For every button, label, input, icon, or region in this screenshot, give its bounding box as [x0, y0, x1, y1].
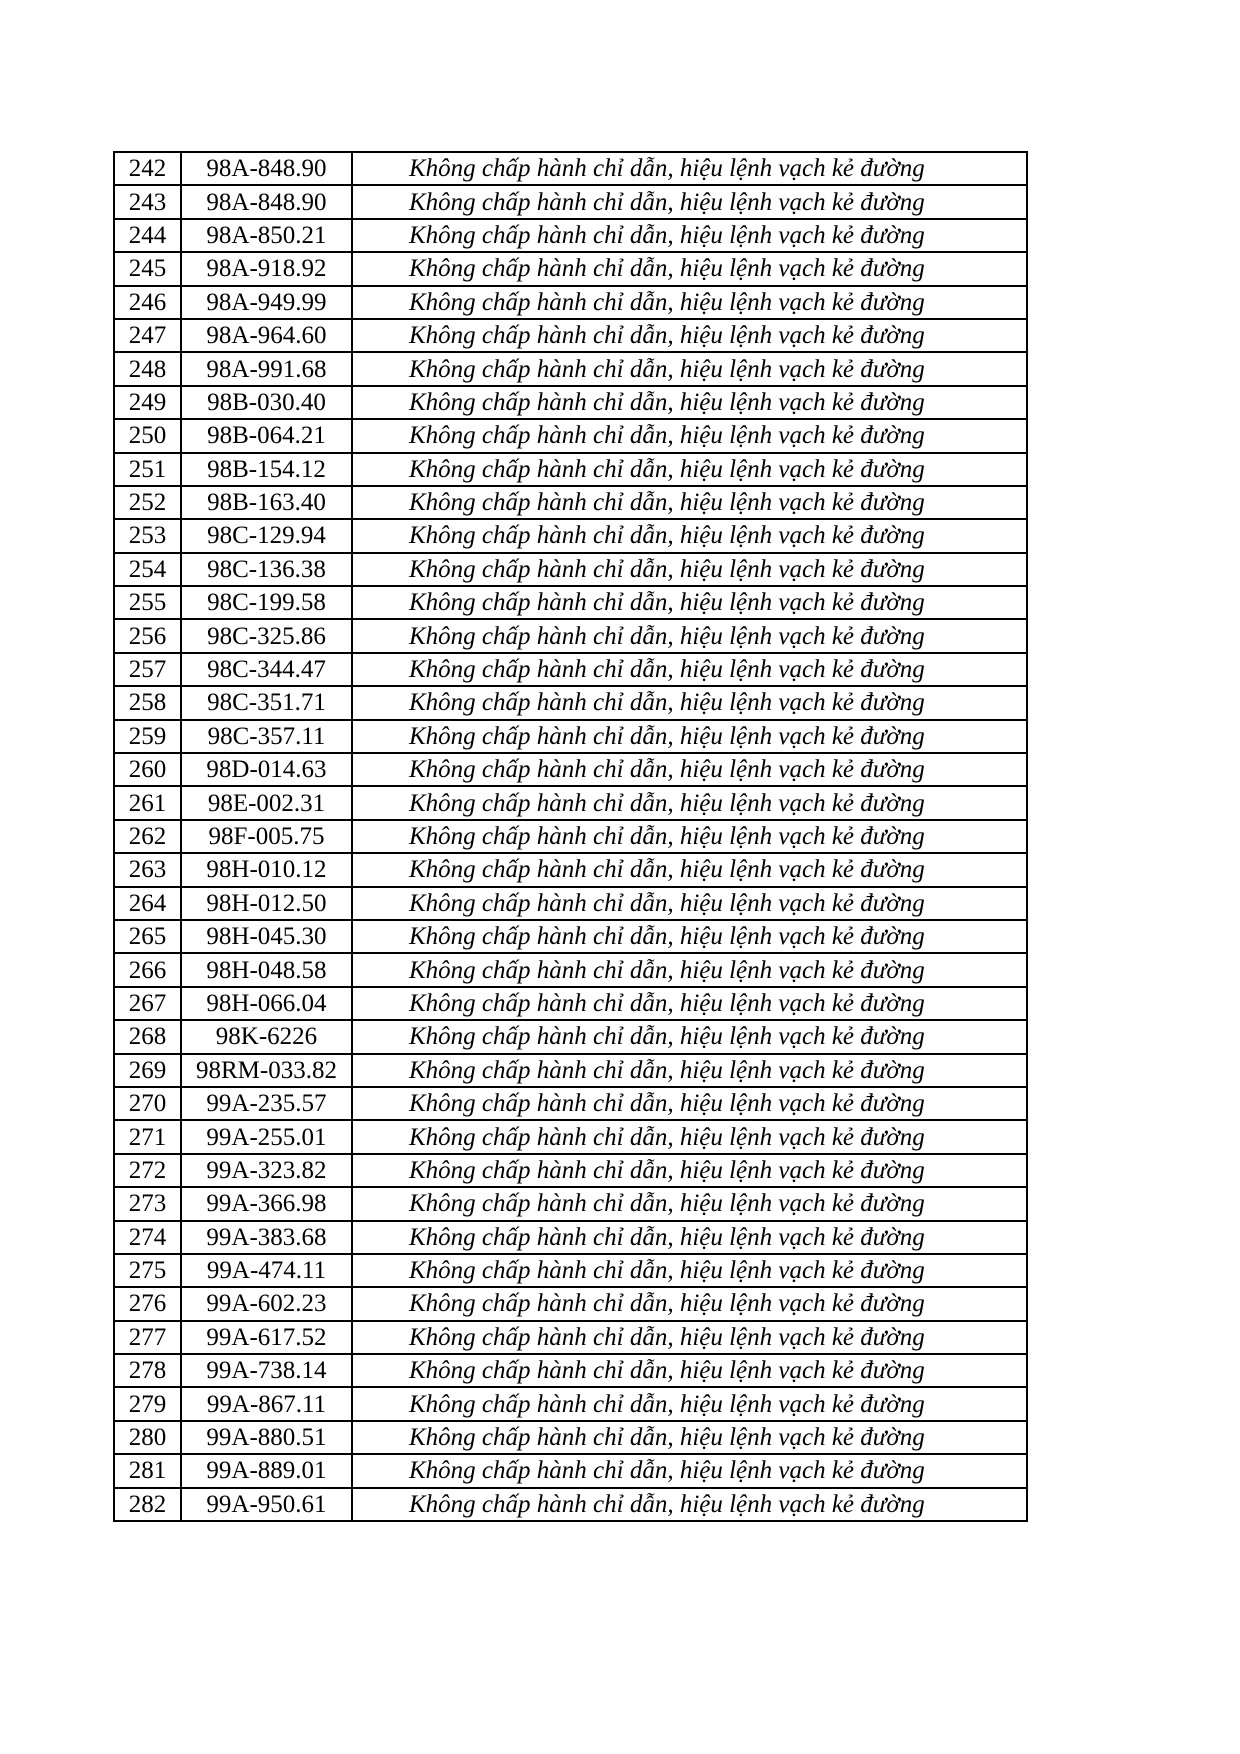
- table-row: [114, 920, 1027, 953]
- violation-cell: Không chấp hành chỉ dẫn, hiệu lệnh vạch kẻ đường: [352, 286, 1027, 319]
- table-row: [114, 219, 1027, 252]
- row-number-cell: 247: [114, 319, 181, 352]
- violation-cell: Không chấp hành chỉ dẫn, hiệu lệnh vạch kẻ đường: [352, 486, 1027, 519]
- license-plate-cell: 98C-325.86: [181, 619, 352, 652]
- table-row: [114, 519, 1027, 552]
- license-plate-cell: 99A-383.68: [181, 1221, 352, 1254]
- violation-cell: Không chấp hành chỉ dẫn, hiệu lệnh vạch kẻ đường: [352, 887, 1027, 920]
- license-plate-cell: 99A-474.11: [181, 1254, 352, 1287]
- row-number-cell: 250: [114, 419, 181, 452]
- violation-cell: Không chấp hành chỉ dẫn, hiệu lệnh vạch kẻ đường: [352, 319, 1027, 352]
- table-row: [114, 586, 1027, 619]
- violation-cell: Không chấp hành chỉ dẫn, hiệu lệnh vạch kẻ đường: [352, 1154, 1027, 1187]
- license-plate-cell: 98D-014.63: [181, 753, 352, 786]
- row-number-cell: 251: [114, 453, 181, 486]
- license-plate-cell: 98H-066.04: [181, 987, 352, 1020]
- table-row: [114, 1488, 1027, 1521]
- violation-cell: Không chấp hành chỉ dẫn, hiệu lệnh vạch kẻ đường: [352, 686, 1027, 719]
- violation-cell: Không chấp hành chỉ dẫn, hiệu lệnh vạch kẻ đường: [352, 786, 1027, 819]
- row-number-cell: 245: [114, 252, 181, 285]
- violation-cell: Không chấp hành chỉ dẫn, hiệu lệnh vạch kẻ đường: [352, 653, 1027, 686]
- license-plate-cell: 98C-351.71: [181, 686, 352, 719]
- violation-cell: Không chấp hành chỉ dẫn, hiệu lệnh vạch kẻ đường: [352, 920, 1027, 953]
- table-row: [114, 1287, 1027, 1320]
- license-plate-cell: 98B-030.40: [181, 386, 352, 419]
- license-plate-cell: 99A-366.98: [181, 1187, 352, 1220]
- row-number-cell: 253: [114, 519, 181, 552]
- violation-cell: Không chấp hành chỉ dẫn, hiệu lệnh vạch kẻ đường: [352, 853, 1027, 886]
- license-plate-cell: 99A-617.52: [181, 1321, 352, 1354]
- row-number-cell: 265: [114, 920, 181, 953]
- table-row: [114, 853, 1027, 886]
- row-number-cell: 274: [114, 1221, 181, 1254]
- violation-cell: Không chấp hành chỉ dẫn, hiệu lệnh vạch kẻ đường: [352, 586, 1027, 619]
- violation-cell: Không chấp hành chỉ dẫn, hiệu lệnh vạch kẻ đường: [352, 1421, 1027, 1454]
- license-plate-cell: 99A-889.01: [181, 1454, 352, 1487]
- table-row: [114, 1454, 1027, 1487]
- license-plate-cell: 98F-005.75: [181, 820, 352, 853]
- row-number-cell: 248: [114, 352, 181, 385]
- row-number-cell: 242: [114, 152, 181, 185]
- table-row: [114, 453, 1027, 486]
- row-number-cell: 260: [114, 753, 181, 786]
- license-plate-cell: 98E-002.31: [181, 786, 352, 819]
- violation-cell: Không chấp hành chỉ dẫn, hiệu lệnh vạch kẻ đường: [352, 1488, 1027, 1521]
- license-plate-cell: 98B-163.40: [181, 486, 352, 519]
- row-number-cell: 246: [114, 286, 181, 319]
- violation-cell: Không chấp hành chỉ dẫn, hiệu lệnh vạch kẻ đường: [352, 252, 1027, 285]
- table-row: [114, 987, 1027, 1020]
- violation-cell: Không chấp hành chỉ dẫn, hiệu lệnh vạch kẻ đường: [352, 1020, 1027, 1053]
- table-row: [114, 386, 1027, 419]
- license-plate-cell: 99A-235.57: [181, 1087, 352, 1120]
- violation-cell: Không chấp hành chỉ dẫn, hiệu lệnh vạch kẻ đường: [352, 1221, 1027, 1254]
- license-plate-cell: 99A-602.23: [181, 1287, 352, 1320]
- license-plate-cell: 98A-848.90: [181, 185, 352, 218]
- violation-cell: Không chấp hành chỉ dẫn, hiệu lệnh vạch kẻ đường: [352, 820, 1027, 853]
- row-number-cell: 262: [114, 820, 181, 853]
- violation-cell: Không chấp hành chỉ dẫn, hiệu lệnh vạch kẻ đường: [352, 419, 1027, 452]
- row-number-cell: 272: [114, 1154, 181, 1187]
- table-row: [114, 1154, 1027, 1187]
- row-number-cell: 264: [114, 887, 181, 920]
- table-row: [114, 553, 1027, 586]
- violation-cell: Không chấp hành chỉ dẫn, hiệu lệnh vạch kẻ đường: [352, 1054, 1027, 1087]
- row-number-cell: 259: [114, 720, 181, 753]
- table-body: [114, 152, 1027, 1521]
- row-number-cell: 271: [114, 1120, 181, 1153]
- violation-table: [113, 151, 1028, 1522]
- table-row: [114, 686, 1027, 719]
- violation-cell: Không chấp hành chỉ dẫn, hiệu lệnh vạch kẻ đường: [352, 386, 1027, 419]
- table-row: [114, 1120, 1027, 1153]
- table-row: [114, 252, 1027, 285]
- row-number-cell: 252: [114, 486, 181, 519]
- violation-cell: Không chấp hành chỉ dẫn, hiệu lệnh vạch kẻ đường: [352, 1187, 1027, 1220]
- license-plate-cell: 98B-064.21: [181, 419, 352, 452]
- violation-cell: Không chấp hành chỉ dẫn, hiệu lệnh vạch kẻ đường: [352, 720, 1027, 753]
- table-row: [114, 1087, 1027, 1120]
- license-plate-cell: 98H-048.58: [181, 953, 352, 986]
- table-row: [114, 1321, 1027, 1354]
- license-plate-cell: 99A-738.14: [181, 1354, 352, 1387]
- violation-cell: Không chấp hành chỉ dẫn, hiệu lệnh vạch kẻ đường: [352, 1120, 1027, 1153]
- violation-cell: Không chấp hành chỉ dẫn, hiệu lệnh vạch kẻ đường: [352, 1087, 1027, 1120]
- row-number-cell: 257: [114, 653, 181, 686]
- license-plate-cell: 98A-918.92: [181, 252, 352, 285]
- license-plate-cell: 98H-010.12: [181, 853, 352, 886]
- table-row: [114, 619, 1027, 652]
- violation-cell: Không chấp hành chỉ dẫn, hiệu lệnh vạch kẻ đường: [352, 219, 1027, 252]
- violation-cell: Không chấp hành chỉ dẫn, hiệu lệnh vạch kẻ đường: [352, 619, 1027, 652]
- row-number-cell: 256: [114, 619, 181, 652]
- table-row: [114, 1254, 1027, 1287]
- table-row: [114, 1421, 1027, 1454]
- license-plate-cell: 98A-949.99: [181, 286, 352, 319]
- license-plate-cell: 99A-950.61: [181, 1488, 352, 1521]
- table-row: [114, 185, 1027, 218]
- violation-cell: Không chấp hành chỉ dẫn, hiệu lệnh vạch kẻ đường: [352, 1454, 1027, 1487]
- row-number-cell: 282: [114, 1488, 181, 1521]
- row-number-cell: 273: [114, 1187, 181, 1220]
- table-row: [114, 1354, 1027, 1387]
- row-number-cell: 269: [114, 1054, 181, 1087]
- violation-cell: Không chấp hành chỉ dẫn, hiệu lệnh vạch kẻ đường: [352, 1254, 1027, 1287]
- table-row: [114, 786, 1027, 819]
- license-plate-cell: 98A-964.60: [181, 319, 352, 352]
- violation-cell: Không chấp hành chỉ dẫn, hiệu lệnh vạch kẻ đường: [352, 1287, 1027, 1320]
- row-number-cell: 243: [114, 185, 181, 218]
- license-plate-cell: 98K-6226: [181, 1020, 352, 1053]
- violation-cell: Không chấp hành chỉ dẫn, hiệu lệnh vạch kẻ đường: [352, 352, 1027, 385]
- table-row: [114, 486, 1027, 519]
- table-row: [114, 653, 1027, 686]
- row-number-cell: 270: [114, 1087, 181, 1120]
- license-plate-cell: 98C-357.11: [181, 720, 352, 753]
- table-row: [114, 1054, 1027, 1087]
- row-number-cell: 278: [114, 1354, 181, 1387]
- license-plate-cell: 98C-129.94: [181, 519, 352, 552]
- table-row: [114, 419, 1027, 452]
- table-row: [114, 1221, 1027, 1254]
- table-row: [114, 887, 1027, 920]
- violation-cell: Không chấp hành chỉ dẫn, hiệu lệnh vạch kẻ đường: [352, 519, 1027, 552]
- table-row: [114, 1187, 1027, 1220]
- license-plate-cell: 98A-991.68: [181, 352, 352, 385]
- violation-cell: Không chấp hành chỉ dẫn, hiệu lệnh vạch kẻ đường: [352, 953, 1027, 986]
- license-plate-cell: 99A-323.82: [181, 1154, 352, 1187]
- row-number-cell: 258: [114, 686, 181, 719]
- row-number-cell: 266: [114, 953, 181, 986]
- violation-cell: Không chấp hành chỉ dẫn, hiệu lệnh vạch kẻ đường: [352, 1354, 1027, 1387]
- row-number-cell: 277: [114, 1321, 181, 1354]
- license-plate-cell: 98RM-033.82: [181, 1054, 352, 1087]
- license-plate-cell: 98A-848.90: [181, 152, 352, 185]
- row-number-cell: 279: [114, 1387, 181, 1420]
- row-number-cell: 263: [114, 853, 181, 886]
- violation-cell: Không chấp hành chỉ dẫn, hiệu lệnh vạch kẻ đường: [352, 152, 1027, 185]
- violation-cell: Không chấp hành chỉ dẫn, hiệu lệnh vạch kẻ đường: [352, 753, 1027, 786]
- violation-cell: Không chấp hành chỉ dẫn, hiệu lệnh vạch kẻ đường: [352, 453, 1027, 486]
- row-number-cell: 275: [114, 1254, 181, 1287]
- license-plate-cell: 98C-199.58: [181, 586, 352, 619]
- row-number-cell: 280: [114, 1421, 181, 1454]
- table-row: [114, 753, 1027, 786]
- row-number-cell: 255: [114, 586, 181, 619]
- license-plate-cell: 99A-255.01: [181, 1120, 352, 1153]
- table-row: [114, 319, 1027, 352]
- row-number-cell: 261: [114, 786, 181, 819]
- license-plate-cell: 98H-045.30: [181, 920, 352, 953]
- table-row: [114, 286, 1027, 319]
- row-number-cell: 281: [114, 1454, 181, 1487]
- row-number-cell: 268: [114, 1020, 181, 1053]
- table-row: [114, 820, 1027, 853]
- license-plate-cell: 98C-136.38: [181, 553, 352, 586]
- row-number-cell: 267: [114, 987, 181, 1020]
- violation-cell: Không chấp hành chỉ dẫn, hiệu lệnh vạch kẻ đường: [352, 1387, 1027, 1420]
- violation-cell: Không chấp hành chỉ dẫn, hiệu lệnh vạch kẻ đường: [352, 553, 1027, 586]
- table-row: [114, 953, 1027, 986]
- row-number-cell: 249: [114, 386, 181, 419]
- license-plate-cell: 98H-012.50: [181, 887, 352, 920]
- license-plate-cell: 98C-344.47: [181, 653, 352, 686]
- license-plate-cell: 99A-867.11: [181, 1387, 352, 1420]
- table-row: [114, 152, 1027, 185]
- table-row: [114, 1387, 1027, 1420]
- license-plate-cell: 98B-154.12: [181, 453, 352, 486]
- table-row: [114, 352, 1027, 385]
- violation-cell: Không chấp hành chỉ dẫn, hiệu lệnh vạch kẻ đường: [352, 987, 1027, 1020]
- table-row: [114, 1020, 1027, 1053]
- row-number-cell: 276: [114, 1287, 181, 1320]
- row-number-cell: 254: [114, 553, 181, 586]
- row-number-cell: 244: [114, 219, 181, 252]
- license-plate-cell: 99A-880.51: [181, 1421, 352, 1454]
- violation-cell: Không chấp hành chỉ dẫn, hiệu lệnh vạch kẻ đường: [352, 1321, 1027, 1354]
- license-plate-cell: 98A-850.21: [181, 219, 352, 252]
- table-row: [114, 720, 1027, 753]
- violation-cell: Không chấp hành chỉ dẫn, hiệu lệnh vạch kẻ đường: [352, 185, 1027, 218]
